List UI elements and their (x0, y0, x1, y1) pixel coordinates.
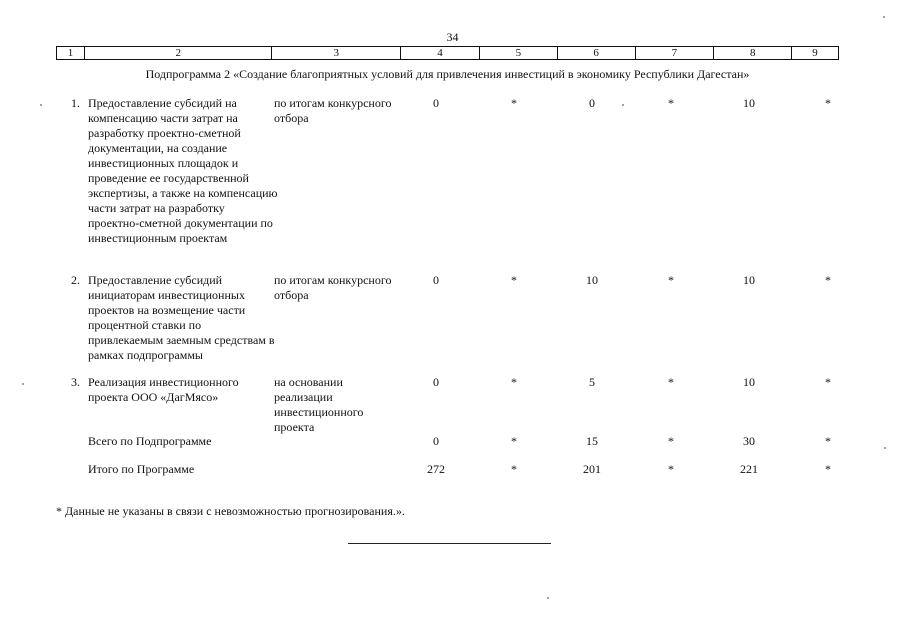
value-col-5: * (511, 375, 517, 389)
value-col-5: * (511, 434, 517, 448)
value-col-4: 0 (433, 273, 439, 287)
column-number-3: 3 (272, 47, 401, 59)
measure-name: Предоставление субсидий инициаторам инвестиционных проектов на возмещение части процентной ставки по привлекаемым заемным средствам в рамках подпрограммы (88, 273, 275, 362)
column-number-9: 9 (812, 47, 818, 59)
value-col-9: * (825, 96, 831, 110)
measure-name: Реализация инвестиционного проекта ООО «ДагМясо» (88, 375, 239, 404)
footnote: * Данные не указаны в связи с невозможностью прогнозирования.». (56, 504, 405, 518)
column-number-2: 2 (85, 47, 273, 59)
value-col-9: * (825, 375, 831, 389)
column-number-6: 6 (558, 47, 636, 59)
row-number: 3. (71, 375, 80, 389)
value-col-4: 0 (433, 434, 439, 448)
value-col-7: * (668, 96, 674, 110)
program-total-label: Итого по Программе (88, 462, 195, 476)
subprogram-total-label: Всего по Подпрограмме (88, 434, 212, 448)
value-col-7: * (668, 273, 674, 287)
value-col-7: * (668, 434, 674, 448)
value-col-8: 10 (743, 375, 755, 389)
scan-speck (884, 447, 886, 449)
page-number: 34 (446, 30, 459, 44)
value-col-9: * (825, 434, 831, 448)
value-col-4: 0 (433, 375, 439, 389)
measure-basis: на основании реализации инвестиционного проекта (274, 375, 364, 434)
value-col-7: * (668, 375, 674, 389)
measure-name: Предоставление субсидий на компенсацию части затрат на разработку проектно-сметной документации, на создание инвестиционных площадок и проведение ее государственной экспертизы, а также на компенсацию части затрат на разработку проектно-сметной документации по инвестиционным проектам (88, 96, 278, 245)
column-number-4: 4 (401, 47, 480, 59)
value-col-5: * (511, 273, 517, 287)
value-col-4: 272 (427, 462, 445, 476)
value-col-9: * (825, 273, 831, 287)
subprogram-title: Подпрограмма 2 «Создание благоприятных условий для привлечения инвестиций в экономику Республики Дагестан» (145, 67, 750, 81)
value-col-9: * (825, 462, 831, 476)
scan-speck (22, 383, 24, 385)
measure-basis: по итогам конкурсного отбора (274, 96, 392, 125)
value-col-4: 0 (433, 96, 439, 110)
value-col-6: 15 (586, 434, 598, 448)
value-col-8: 30 (743, 434, 755, 448)
value-col-8: 10 (743, 96, 755, 110)
value-col-6: 5 (589, 375, 595, 389)
value-col-6: 10 (586, 273, 598, 287)
closing-divider (348, 543, 551, 544)
column-number-header (56, 46, 839, 60)
scan-speck (622, 104, 624, 106)
value-col-8: 10 (743, 273, 755, 287)
value-col-5: * (511, 96, 517, 110)
column-number-7: 7 (636, 47, 715, 59)
value-col-5: * (511, 462, 517, 476)
column-number-5: 5 (480, 47, 558, 59)
row-number: 1. (71, 96, 80, 110)
scan-speck (883, 16, 885, 18)
value-col-7: * (668, 462, 674, 476)
column-number-1: 1 (57, 47, 85, 59)
value-col-8: 221 (740, 462, 758, 476)
scan-speck (547, 597, 549, 599)
value-col-6: 201 (583, 462, 601, 476)
row-number: 2. (71, 273, 80, 287)
value-col-6: 0 (589, 96, 595, 110)
scan-speck (40, 104, 42, 106)
column-number-8: 8 (714, 47, 792, 59)
measure-basis: по итогам конкурсного отбора (274, 273, 392, 302)
